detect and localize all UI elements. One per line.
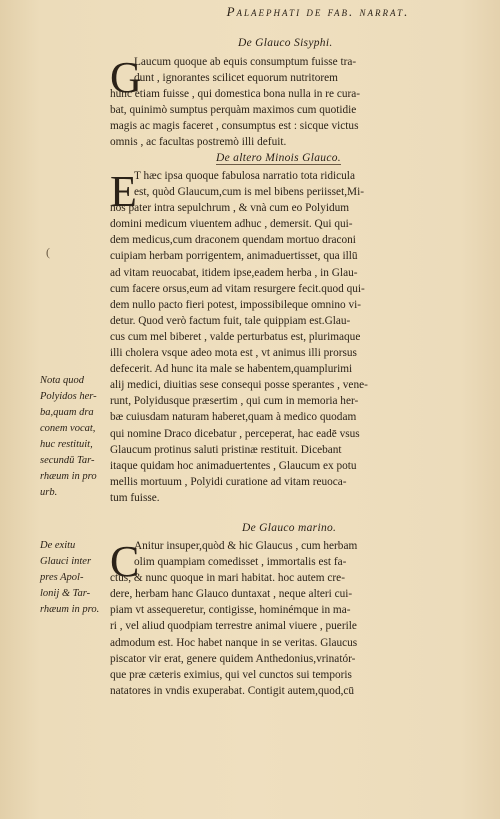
- text-line: ad vitam reuocabat, itidem ipse,eadem herba , in Glau-: [110, 266, 358, 279]
- margin-note-line: urb.: [40, 487, 58, 498]
- margin-note-line: Nota quod: [40, 375, 85, 386]
- margin-note-line: pres Apol-: [40, 572, 84, 583]
- margin-note-line: ba,quam dra: [40, 407, 94, 418]
- text-line: ctus, & nunc quoque in mari habitat. hoc autem cre-: [110, 572, 345, 585]
- text-line: cuipiam herbam porrigentem, animaduertisset, qua illū: [110, 250, 358, 263]
- section-body-minois-glauco: [110, 168, 490, 506]
- text-line: cum facere orsus,eum ad vitam resurgere fecit.quod qui-: [110, 282, 365, 295]
- dropcap-e: E: [110, 167, 137, 216]
- margin-note-polyidos: [40, 373, 108, 501]
- section-heading-glauco-marino: De Glauco marino.: [242, 522, 337, 534]
- section-body-glauco-marino: [110, 538, 490, 699]
- section-heading-minois-glauco: De altero Minois Glauco.: [216, 152, 341, 164]
- text-line: Glaucum protinus saluti pristinæ restituit. Dicebant: [110, 443, 342, 456]
- text-line: dunt , ignorantes scilicet equorum nutritorem: [134, 72, 338, 85]
- text-line: domini medicum viuentem adhuc , demersit. Qui qui-: [110, 218, 353, 231]
- text-line: est, quòd Glaucum,cum is mel bibens periisset,Mi-: [134, 186, 364, 199]
- section-body-glauco-sisyphi: [110, 54, 490, 151]
- text-line: nos pater intra sepulchrum , & vnà cum eo Polyidum: [110, 202, 350, 215]
- margin-note-line: lonij & Tar-: [40, 588, 91, 599]
- marginal-bracket: (: [46, 245, 50, 259]
- text-line: piam vt assequeretur, contigisse, hominémque in ma-: [110, 604, 351, 617]
- text-line: dem nullo pacto fieri potest, impossibileque omnino vi-: [110, 298, 362, 311]
- text-line: tum fuisse.: [110, 491, 160, 504]
- text-line: runt, Polyidusque præsertim , qui cum in memoria her-: [110, 395, 359, 408]
- text-line: admodum est. Hoc habet nanque in se veritas. Glaucus: [110, 636, 358, 649]
- text-line: magis ac magis faceret , consumptus est : sicque victus: [110, 120, 359, 133]
- text-line: bat, quinimò sumptus perquàm maximos cum quotidie: [110, 104, 357, 117]
- margin-note-de-exitu: [40, 538, 108, 618]
- margin-note-line: rhæum in pro.: [40, 604, 100, 615]
- text-line: mellis mortuum , Polyidi curatione ad vitam reuoca-: [110, 475, 347, 488]
- text-line: omnis , ac facultas postremò illi defuit.: [110, 136, 287, 149]
- text-line: illi cholera vsque adeo mota est , vt animus illi prorsus: [110, 347, 357, 360]
- text-line: T hæc ipsa quoque fabulosa narratio tota ridicula: [134, 170, 355, 182]
- text-line: bæ cuiusdam naturam haberet,quam à medico quodam: [110, 411, 357, 424]
- margin-note-line: rhæum in pro: [40, 471, 97, 482]
- text-line: Anitur insuper,quòd & hic Glaucus , cum herbam: [134, 540, 358, 552]
- text-line: ri , vel aliud quodpiam terrestre animal viuere , puerile: [110, 620, 357, 633]
- margin-note-line: conem vocat,: [40, 423, 96, 434]
- text-line: itaque quidam hoc animaduertentes , Glaucum ex potu: [110, 459, 357, 472]
- margin-note-line: De exitu: [40, 540, 76, 551]
- text-line: defecerit. Ad hunc ita male se habentem,quamplurimi: [110, 363, 353, 376]
- text-line: detur. Quod verò factum fuit, tale quippiam est.Glau-: [110, 314, 351, 327]
- running-head: Palaephati de fab. narrat.: [226, 4, 410, 19]
- margin-note-line: secundū Tar-: [40, 455, 95, 466]
- text-line: dere, herbam hanc Glauco duntaxat , neque alteri cui-: [110, 588, 353, 601]
- text-line: que præ cæteris eximius, qui vel cunctos sui temporis: [110, 668, 352, 681]
- text-line: natatores in vndis exuperabat. Contigit autem,quod,cū: [110, 684, 355, 697]
- text-line: piscator vir erat, genere quidem Anthedonius,vrinatór-: [110, 652, 356, 665]
- text-line: hunc etiam fuisse , qui domestica bona nulla in re cura-: [110, 88, 361, 101]
- margin-note-line: huc restituit,: [40, 439, 93, 450]
- margin-note-line: Glauci inter: [40, 556, 92, 567]
- text-line: cus cum mel biberet , valde perturbatus est, plurimaque: [110, 330, 361, 343]
- dropcap-g: G: [110, 53, 142, 102]
- dropcap-c: C: [110, 537, 140, 586]
- section-heading-glauco-sisyphi: De Glauco Sisyphi.: [238, 37, 333, 49]
- margin-note-line: Polyidos her-: [40, 391, 97, 402]
- text-line: Laucum quoque ab equis consumptum fuisse tra-: [134, 56, 357, 68]
- text-line: qui nomine Draco dicebatur , perceperat, hac eadē vsus: [110, 427, 360, 440]
- text-line: alij medici, diuitias sese consequi posse sperantes , vene-: [110, 379, 368, 392]
- text-line: dem medicus,cum draconem quendam mortuo draconi: [110, 234, 356, 247]
- text-line: olim quampiam comedisset , immortalis est fa-: [134, 556, 347, 569]
